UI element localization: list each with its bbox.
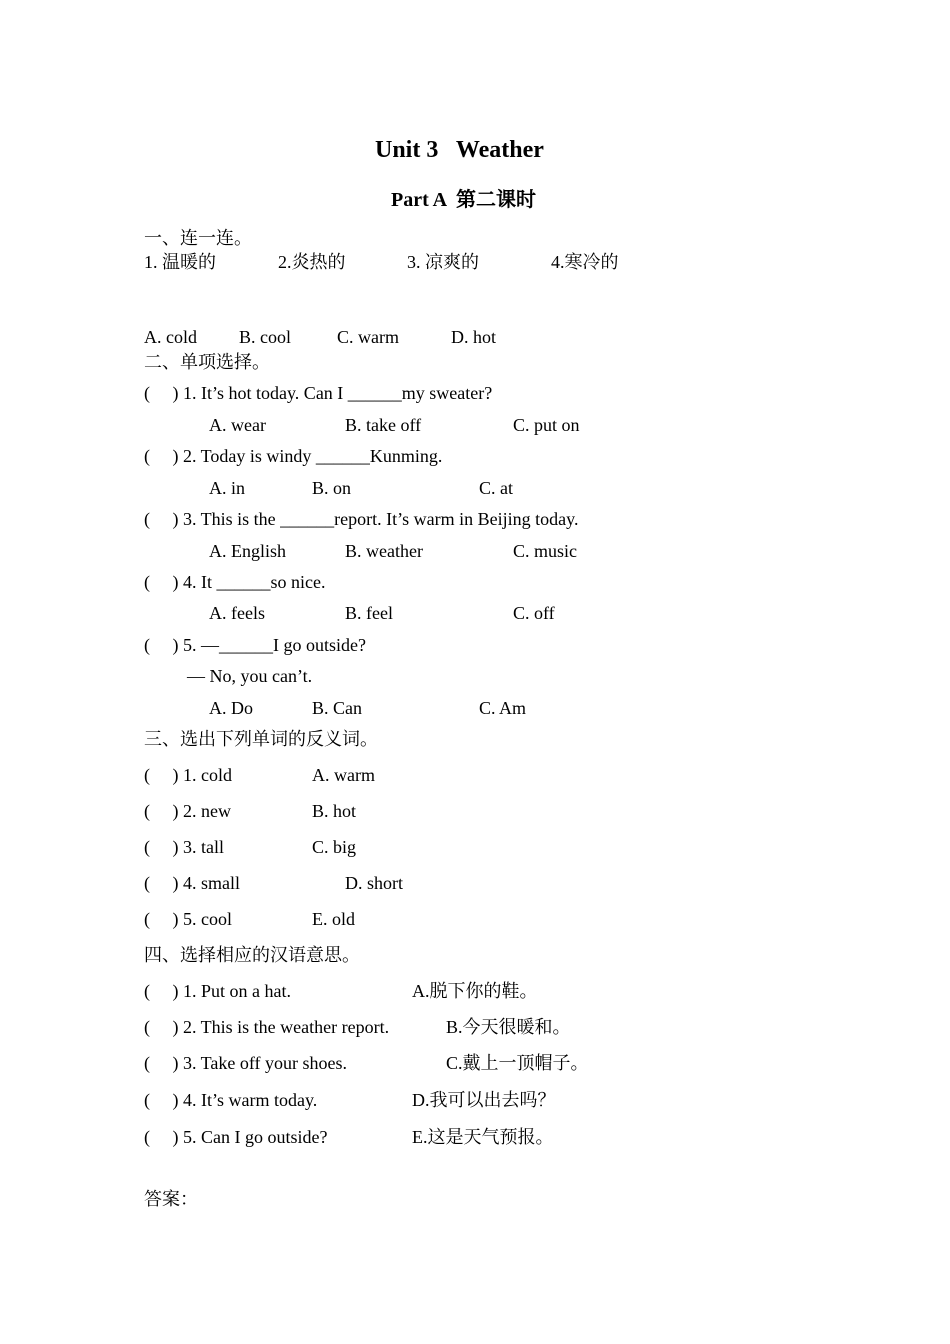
antonym-option: C. big: [312, 837, 357, 857]
antonym-question: ( ) 2. new: [144, 801, 231, 821]
answer-label: 答案：: [144, 1189, 198, 1209]
question-stem: ( ) 4. It ______so nice.: [144, 572, 326, 592]
question-stem: ( ) 2. Today is windy ______Kunming.: [144, 446, 443, 466]
match-item-4: 4.寒冷的: [551, 252, 619, 272]
choice-c: C. at: [479, 478, 513, 498]
translation-option: C.戴上一顶帽子。: [446, 1053, 589, 1073]
choice-a: A. wear: [209, 415, 266, 435]
page-subtitle: Part A 第二课时: [391, 189, 536, 211]
choice-c: C. put on: [513, 415, 580, 435]
dialogue-reply: — No, you can’t.: [187, 666, 313, 686]
section-4-heading: 四、选择相应的汉语意思。: [144, 945, 360, 965]
question-stem: ( ) 5. —______I go outside?: [144, 635, 366, 655]
translation-option: E.这是天气预报。: [412, 1127, 554, 1147]
antonym-option: A. warm: [312, 765, 375, 785]
choice-a: A. feels: [209, 603, 265, 623]
section-3-heading: 三、选出下列单词的反义词。: [144, 729, 378, 749]
antonym-question: ( ) 3. tall: [144, 837, 224, 857]
choice-c: C. music: [513, 541, 578, 561]
choice-c: C. off: [513, 603, 555, 623]
question-stem: ( ) 3. This is the ______report. It’s warm in Beijing today.: [144, 509, 579, 529]
translation-question: ( ) 5. Can I go outside?: [144, 1127, 328, 1147]
choice-b: B. feel: [345, 603, 393, 623]
match-option-a: A. cold: [144, 327, 197, 347]
match-item-1: 1. 温暖的: [144, 252, 216, 272]
choice-b: B. weather: [345, 541, 423, 561]
translation-option: D.我可以出去吗？: [412, 1090, 556, 1110]
section-1-heading: 一、连一连。: [144, 228, 252, 248]
antonym-option: B. hot: [312, 801, 357, 821]
translation-question: ( ) 1. Put on a hat.: [144, 981, 291, 1001]
question-stem: ( ) 1. It’s hot today. Can I ______my sweater?: [144, 383, 493, 403]
section-2-heading: 二、单项选择。: [144, 352, 270, 372]
match-item-3: 3. 凉爽的: [407, 252, 479, 272]
translation-option: A.脱下你的鞋。: [412, 981, 538, 1001]
choice-a: A. in: [209, 478, 245, 498]
match-option-d: D. hot: [451, 327, 496, 347]
antonym-question: ( ) 4. small: [144, 873, 240, 893]
choice-b: B. Can: [312, 698, 363, 718]
page-title: Unit 3 Weather: [375, 137, 544, 163]
choice-c: C. Am: [479, 698, 527, 718]
choice-a: A. Do: [209, 698, 253, 718]
antonym-question: ( ) 5. cool: [144, 909, 232, 929]
match-option-c: C. warm: [337, 327, 399, 347]
antonym-question: ( ) 1. cold: [144, 765, 232, 785]
antonym-option: D. short: [345, 873, 403, 893]
choice-b: B. on: [312, 478, 352, 498]
match-option-b: B. cool: [239, 327, 291, 347]
choice-a: A. English: [209, 541, 287, 561]
choice-b: B. take off: [345, 415, 422, 435]
match-item-2: 2.炎热的: [278, 252, 346, 272]
translation-question: ( ) 4. It’s warm today.: [144, 1090, 318, 1110]
antonym-option: E. old: [312, 909, 355, 929]
translation-option: B.今天很暖和。: [446, 1017, 571, 1037]
translation-question: ( ) 3. Take off your shoes.: [144, 1053, 348, 1073]
translation-question: ( ) 2. This is the weather report.: [144, 1017, 390, 1037]
